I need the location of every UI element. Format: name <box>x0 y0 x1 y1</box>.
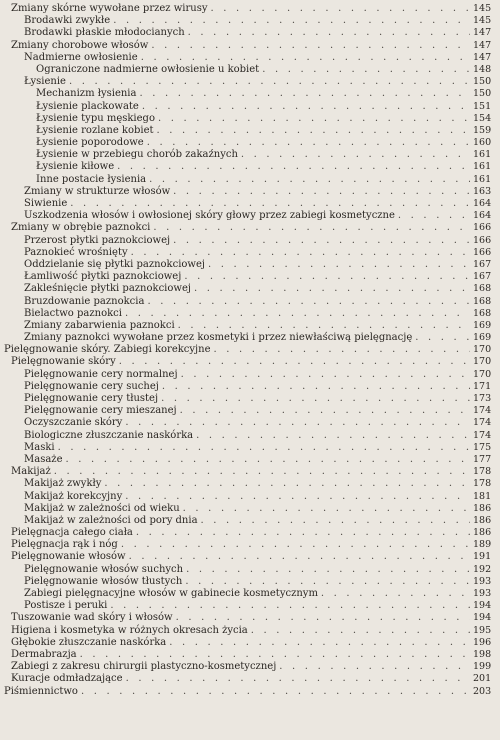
toc-entry-page-number: 166 <box>473 246 492 258</box>
toc-entry-page-number: 174 <box>473 417 492 429</box>
dot-leader <box>149 174 470 186</box>
toc-entry <box>0 259 500 271</box>
toc-entry-page-number: 159 <box>473 124 492 136</box>
toc-entry-page-number: 169 <box>473 332 492 344</box>
toc-entry-title: Makijaż zwykły <box>24 478 102 490</box>
toc-entry <box>0 186 500 198</box>
dot-leader <box>125 308 470 320</box>
toc-entry-title: Zmiany w obrębie paznokci <box>11 222 151 234</box>
toc-entry-title: Piśmiennictwo <box>4 685 78 697</box>
dot-leader <box>183 503 470 515</box>
toc-entry <box>0 308 500 320</box>
toc-entry-title: Makijaż w zależności od pory dnia <box>24 514 198 526</box>
toc-entry-title: Zmiany zabarwienia paznokci <box>24 319 175 331</box>
toc-entry-page-number: 167 <box>473 271 492 283</box>
dot-leader <box>251 625 470 637</box>
toc-entry-title: Pielęgnowanie cery tłustej <box>24 393 159 404</box>
toc-entry-page-number: 169 <box>473 319 492 331</box>
toc-entry-title: Biologiczne złuszczanie naskórka <box>24 429 194 441</box>
dot-leader <box>321 588 470 600</box>
toc-entry-title: Zakleśnięcie płytki paznokciowej <box>24 283 191 295</box>
toc-entry <box>0 296 500 308</box>
dot-leader <box>70 198 470 210</box>
toc-entry-title: Siwienie <box>24 198 68 209</box>
toc-entry <box>0 478 500 490</box>
dot-leader <box>126 673 470 685</box>
toc-entry <box>0 271 500 283</box>
dot-leader <box>104 478 470 490</box>
toc-entry <box>0 491 500 503</box>
dot-leader <box>161 393 470 405</box>
toc-entry <box>0 625 500 637</box>
toc-entry-title: Masaże <box>24 453 63 465</box>
toc-entry <box>0 247 500 259</box>
toc-entry <box>0 3 500 15</box>
toc-entry <box>0 320 500 332</box>
toc-entry-title: Pielęgnowanie cery normalnej <box>24 368 178 380</box>
toc-entry-title: Brodawki płaskie młodocianych <box>24 27 185 39</box>
dot-leader <box>54 466 470 478</box>
toc-entry-page-number: 170 <box>473 368 492 380</box>
dot-leader <box>147 137 470 149</box>
dot-leader <box>121 539 470 551</box>
toc-entry-page-number: 147 <box>473 39 492 51</box>
toc-entry-title: Głębokie złuszczanie naskórka <box>11 636 167 648</box>
toc-entry <box>0 503 500 515</box>
toc-entry-page-number: 164 <box>473 210 492 222</box>
toc-entry-title: Uszkodzenia włosów i owłosionej skóry głowy przez zabiegi kosmetyczne <box>24 210 395 222</box>
toc-entry-title: Inne postacie łysienia <box>36 173 147 185</box>
toc-entry <box>0 52 500 64</box>
toc-entry-title: Mechanizm łysienia <box>36 88 137 100</box>
toc-entry <box>0 564 500 576</box>
toc-entry <box>0 344 500 356</box>
toc-entry-page-number: 168 <box>473 295 492 307</box>
dot-leader <box>201 515 470 527</box>
dot-leader <box>58 442 470 454</box>
toc-entry-page-number: 186 <box>473 514 492 526</box>
toc-entry-page-number: 178 <box>473 466 492 478</box>
toc-entry-title: Przerost płytki paznokciowej <box>24 234 171 246</box>
toc-entry-title: Makijaż korekcyjny <box>24 490 123 502</box>
toc-entry-title: Ograniczone nadmierne owłosienie u kobiet <box>36 63 260 75</box>
toc-entry-title: Pielęgnacja rąk i nóg <box>11 539 118 551</box>
toc-entry-page-number: 163 <box>473 185 492 197</box>
dot-leader <box>113 15 470 27</box>
toc-entry <box>0 381 500 393</box>
toc-entry <box>0 113 500 125</box>
dot-leader <box>194 283 470 295</box>
dot-leader <box>157 125 470 137</box>
toc-entry-title: Łysienie typu męskiego <box>36 112 155 124</box>
toc-entry-title: Pielęgnowanie cery mieszanej <box>24 405 177 417</box>
dot-leader <box>196 430 470 442</box>
toc-entry <box>0 88 500 100</box>
toc-entry <box>0 405 500 417</box>
toc-entry-page-number: 150 <box>473 88 492 100</box>
toc-entry-title: Zmiany skórne wywołane przez wirusy <box>11 3 208 14</box>
dot-leader <box>162 381 470 393</box>
dot-leader <box>119 356 470 368</box>
toc-entry-title: Paznokieć wrośnięty <box>24 246 128 258</box>
toc-entry-page-number: 147 <box>473 27 492 39</box>
toc-entry <box>0 64 500 76</box>
dot-leader <box>69 76 470 88</box>
toc-entry-page-number: 191 <box>473 551 492 563</box>
dot-leader <box>142 101 470 113</box>
toc-entry-title: Oczyszczanie skóry <box>24 417 123 429</box>
dot-leader <box>173 186 470 198</box>
toc-entry-title: Maski <box>24 441 55 453</box>
dot-leader <box>180 405 470 417</box>
toc-entry <box>0 174 500 186</box>
toc-entry <box>0 686 500 698</box>
toc-entry-title: Pielęgnowanie włosów suchych <box>24 563 184 575</box>
dot-leader <box>178 320 470 332</box>
toc-entry <box>0 430 500 442</box>
toc-entry-page-number: 198 <box>473 648 492 660</box>
toc-entry <box>0 137 500 149</box>
dot-leader <box>81 686 470 698</box>
toc-entry-page-number: 196 <box>473 636 492 648</box>
toc-entry-title: Brodawki zwykłe <box>24 15 111 27</box>
dot-leader <box>262 64 470 76</box>
toc-entry-title: Pielęgnowanie włosów tłustych <box>24 575 183 587</box>
toc-entry-title: Zabiegi pielęgnacyjne włosów w gabinecie kosmetycznym <box>24 588 318 599</box>
toc-entry <box>0 515 500 527</box>
toc-entry <box>0 356 500 368</box>
toc-entry-page-number: 151 <box>473 100 492 112</box>
toc-entry-title: Tuszowanie wad skóry i włosów <box>11 612 173 624</box>
toc-entry <box>0 454 500 466</box>
dot-leader <box>153 222 470 234</box>
toc-entry-title: Łamliwość płytki paznokciowej <box>24 271 182 283</box>
toc-entry-page-number: 189 <box>473 539 492 551</box>
toc-entry-page-number: 181 <box>473 490 492 502</box>
toc-entry-page-number: 161 <box>473 173 492 185</box>
toc-entry-page-number: 194 <box>473 612 492 624</box>
toc-entry <box>0 222 500 234</box>
toc-entry <box>0 149 500 161</box>
toc-entry <box>0 661 500 673</box>
dot-leader <box>129 551 470 563</box>
toc-entry-title: Bruzdowanie paznokcia <box>24 295 145 307</box>
toc-list <box>0 3 500 698</box>
toc-entry <box>0 637 500 649</box>
toc-entry-title: Dermabrazja <box>11 648 77 660</box>
toc-entry-title: Łysienie plackowate <box>36 100 139 112</box>
toc-entry-page-number: 193 <box>473 575 492 587</box>
toc-entry <box>0 417 500 429</box>
toc-entry-page-number: 194 <box>473 600 492 612</box>
toc-entry-title: Makijaż <box>11 466 51 478</box>
dot-leader <box>208 259 470 271</box>
toc-entry-title: Łysienie kiłowe <box>36 161 115 173</box>
toc-entry-page-number: 150 <box>473 76 492 88</box>
toc-entry-page-number: 195 <box>473 624 492 636</box>
toc-entry <box>0 161 500 173</box>
toc-entry-page-number: 174 <box>473 429 492 441</box>
toc-entry <box>0 15 500 27</box>
dot-leader <box>176 612 470 624</box>
toc-entry-page-number: 170 <box>473 356 492 368</box>
dot-leader <box>125 417 470 429</box>
toc-entry-page-number: 192 <box>473 563 492 575</box>
dot-leader <box>136 527 470 539</box>
toc-entry <box>0 393 500 405</box>
toc-entry-title: Makijaż w zależności od wieku <box>24 502 180 514</box>
toc-entry <box>0 332 500 344</box>
toc-entry-page-number: 186 <box>473 527 492 539</box>
dot-leader <box>415 332 470 344</box>
toc-entry-page-number: 168 <box>473 283 492 295</box>
toc-entry-page-number: 148 <box>473 63 492 75</box>
toc-entry <box>0 673 500 685</box>
dot-leader <box>141 52 470 64</box>
toc-entry-title: Zmiany chorobowe włosów <box>11 39 149 51</box>
toc-entry-page-number: 154 <box>473 112 492 124</box>
toc-entry-page-number: 168 <box>473 307 492 319</box>
toc-entry-title: Łysienie poporodowe <box>36 137 144 149</box>
toc-entry <box>0 40 500 52</box>
toc-entry-page-number: 186 <box>473 502 492 514</box>
toc-entry-page-number: 161 <box>473 149 492 161</box>
toc-entry <box>0 588 500 600</box>
dot-leader <box>214 344 470 356</box>
toc-entry-title: Łysienie <box>24 76 66 88</box>
toc-entry-page-number: 161 <box>473 161 492 173</box>
toc-entry-title: Postisze i peruki <box>24 600 108 612</box>
toc-entry-page-number: 201 <box>473 673 492 685</box>
toc-entry-page-number: 178 <box>473 478 492 490</box>
toc-entry-page-number: 147 <box>473 51 492 63</box>
dot-leader <box>110 600 470 612</box>
toc-entry-page-number: 174 <box>473 405 492 417</box>
dot-leader <box>185 576 470 588</box>
dot-leader <box>173 235 470 247</box>
toc-entry-page-number: 175 <box>473 441 492 453</box>
toc-entry <box>0 612 500 624</box>
toc-entry <box>0 101 500 113</box>
dot-leader <box>158 113 470 125</box>
toc-entry <box>0 198 500 210</box>
toc-entry-page-number: 166 <box>473 222 492 234</box>
toc-entry-title: Zmiany paznokci wywołane przez kosmetyki i przez niewłaściwą pielęgnację <box>24 332 413 344</box>
toc-entry-title: Pielęgnowanie skóry <box>11 356 116 368</box>
toc-entry <box>0 600 500 612</box>
dot-leader <box>131 247 470 259</box>
toc-entry-page-number: 173 <box>473 393 492 404</box>
dot-leader <box>139 88 470 100</box>
toc-entry-page-number: 166 <box>473 234 492 246</box>
toc-entry <box>0 539 500 551</box>
dot-leader <box>211 3 471 15</box>
toc-entry <box>0 235 500 247</box>
toc-entry <box>0 551 500 563</box>
toc-entry-page-number: 199 <box>473 661 492 673</box>
toc-entry <box>0 27 500 39</box>
toc-entry <box>0 369 500 381</box>
dot-leader <box>80 649 470 661</box>
dot-leader <box>65 454 470 466</box>
toc-entry <box>0 76 500 88</box>
toc-entry <box>0 466 500 478</box>
toc-entry-page-number: 171 <box>473 380 492 392</box>
toc-entry-title: Zabiegi z zakresu chirurgii plastyczno-kosmetycznej <box>11 661 277 673</box>
toc-entry-title: Zmiany w strukturze włosów <box>24 185 171 197</box>
toc-entry-title: Łysienie w przebiegu chorób zakaźnych <box>36 149 238 161</box>
toc-entry-page-number: 160 <box>473 137 492 149</box>
dot-leader <box>186 564 470 576</box>
dot-leader <box>125 491 470 503</box>
toc-entry <box>0 649 500 661</box>
toc-entry-title: Pielęgnowanie cery suchej <box>24 380 159 392</box>
toc-entry-page-number: 177 <box>473 453 492 465</box>
dot-leader <box>279 661 470 673</box>
toc-entry-page-number: 145 <box>473 15 492 27</box>
toc-entry-page-number: 164 <box>473 198 492 209</box>
toc-entry <box>0 576 500 588</box>
dot-leader <box>117 161 470 173</box>
toc-entry-title: Łysienie rozlane kobiet <box>36 124 154 136</box>
toc-entry-title: Kuracje odmładzające <box>11 673 123 685</box>
toc-entry <box>0 210 500 222</box>
toc-entry-page-number: 203 <box>473 685 492 697</box>
toc-entry <box>0 442 500 454</box>
toc-entry-title: Pielęgnowanie włosów <box>11 551 126 563</box>
dot-leader <box>241 149 470 161</box>
dot-leader <box>181 369 470 381</box>
dot-leader <box>184 271 470 283</box>
toc-entry-page-number: 170 <box>473 344 492 356</box>
toc-entry-page-number: 167 <box>473 258 492 270</box>
toc-entry-title: Pielęgnacja całego ciała <box>11 527 133 539</box>
toc-entry <box>0 527 500 539</box>
toc-entry-title: Pielęgnowanie skóry. Zabiegi korekcyjne <box>4 344 211 356</box>
dot-leader <box>398 210 470 222</box>
toc-entry-page-number: 193 <box>473 588 492 599</box>
toc-entry-page-number: 145 <box>473 3 492 14</box>
toc-entry <box>0 125 500 137</box>
toc-entry-title: Bielactwo paznokci <box>24 307 122 319</box>
toc-entry-title: Oddzielanie się płytki paznokciowej <box>24 258 206 270</box>
toc-entry <box>0 283 500 295</box>
dot-leader <box>151 40 470 52</box>
toc-entry-title: Higiena i kosmetyka w różnych okresach życia <box>11 624 248 636</box>
dot-leader <box>188 27 470 39</box>
dot-leader <box>169 637 470 649</box>
toc-entry-title: Nadmierne owłosienie <box>24 51 138 63</box>
dot-leader <box>147 296 470 308</box>
